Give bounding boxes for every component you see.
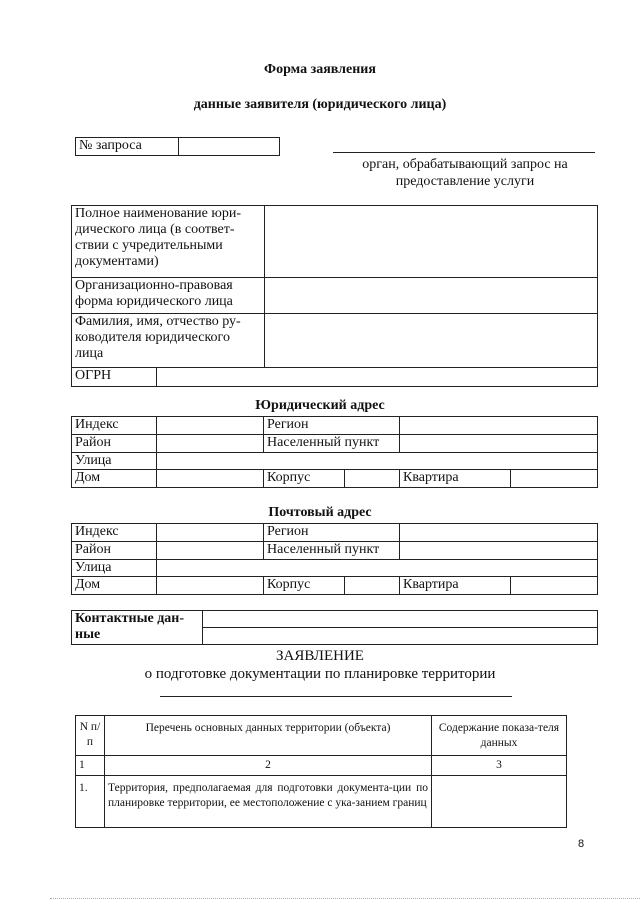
form-title: Форма заявления <box>264 62 376 77</box>
postal-house-label: Дом <box>72 577 157 595</box>
request-number-field[interactable] <box>179 138 280 156</box>
ogrn-label: ОГРН <box>72 368 157 386</box>
row1-num: 1. <box>76 776 105 828</box>
full-name-label: Полное наименование юри-дического лица (в соответ-ствии с учредительными документами) <box>72 206 265 278</box>
org-form-field[interactable] <box>265 278 598 314</box>
applicant-table <box>71 205 598 387</box>
postal-apartment-label: Квартира <box>400 577 511 595</box>
contacts-field-2[interactable] <box>203 628 598 645</box>
contacts-table <box>71 610 598 645</box>
legal-building-field[interactable] <box>345 470 400 488</box>
col-num-header: N п/п <box>76 716 105 756</box>
ogrn-field[interactable] <box>157 368 598 386</box>
postal-apartment-field[interactable] <box>511 577 598 595</box>
postal-district-field[interactable] <box>157 542 264 560</box>
row1-text: Территория, предполагаемая для подготовки документа-ции по планировке территории, ее местоположение с ука-занием границ <box>105 776 432 828</box>
postal-address-table <box>71 523 598 595</box>
legal-index-label: Индекс <box>72 417 157 435</box>
index-cell-3: 3 <box>432 756 567 776</box>
territory-table <box>75 715 567 828</box>
page-number: 8 <box>578 838 585 850</box>
head-name-label: Фамилия, имя, отчество ру-ководителя юридического лица <box>72 314 265 368</box>
contacts-label: Контактные дан-ные <box>72 611 203 645</box>
col-content-header: Содержание показа-теля данных <box>432 716 567 756</box>
request-number-label: № запроса <box>76 138 179 156</box>
request-number-table <box>75 137 280 156</box>
postal-index-label: Индекс <box>72 524 157 542</box>
authority-line <box>333 152 595 153</box>
legal-district-label: Район <box>72 435 157 453</box>
postal-street-field[interactable] <box>157 560 598 577</box>
subject-underline <box>160 696 512 697</box>
legal-index-field[interactable] <box>157 417 264 435</box>
row1-content-field[interactable] <box>432 776 567 828</box>
legal-locality-field[interactable] <box>400 435 598 453</box>
postal-index-field[interactable] <box>157 524 264 542</box>
legal-region-field[interactable] <box>400 417 598 435</box>
postal-street-label: Улица <box>72 560 157 577</box>
postal-building-label: Корпус <box>264 577 345 595</box>
legal-apartment-label: Квартира <box>400 470 511 488</box>
legal-address-table <box>71 416 598 488</box>
legal-building-label: Корпус <box>264 470 345 488</box>
postal-building-field[interactable] <box>345 577 400 595</box>
org-form-label: Организационно-правовая форма юридического лица <box>72 278 265 314</box>
legal-house-label: Дом <box>72 470 157 488</box>
head-name-field[interactable] <box>265 314 598 368</box>
postal-locality-field[interactable] <box>400 542 598 560</box>
index-cell-1: 1 <box>76 756 105 776</box>
authority-caption: орган, обрабатывающий запрос на предоставление услуги <box>362 157 568 189</box>
postal-district-label: Район <box>72 542 157 560</box>
full-name-field[interactable] <box>265 206 598 278</box>
postal-house-field[interactable] <box>157 577 264 595</box>
legal-region-label: Регион <box>264 417 400 435</box>
col-list-header: Перечень основных данных территории (объекта) <box>105 716 432 756</box>
legal-street-label: Улица <box>72 453 157 470</box>
legal-district-field[interactable] <box>157 435 264 453</box>
statement-subject: о подготовке документации по планировке территории <box>144 666 496 682</box>
legal-locality-label: Населенный пункт <box>264 435 400 453</box>
form-subtitle: данные заявителя (юридического лица) <box>193 97 447 112</box>
legal-apartment-field[interactable] <box>511 470 598 488</box>
statement-title: ЗАЯВЛЕНИЕ <box>276 648 364 664</box>
postal-region-field[interactable] <box>400 524 598 542</box>
index-cell-2: 2 <box>105 756 432 776</box>
legal-house-field[interactable] <box>157 470 264 488</box>
postal-locality-label: Населенный пункт <box>264 542 400 560</box>
page-edge-dots <box>50 898 640 899</box>
postal-address-title: Почтовый адрес <box>268 505 372 520</box>
postal-region-label: Регион <box>264 524 400 542</box>
legal-address-title: Юридический адрес <box>255 398 385 413</box>
contacts-field-1[interactable] <box>203 611 598 628</box>
legal-street-field[interactable] <box>157 453 598 470</box>
